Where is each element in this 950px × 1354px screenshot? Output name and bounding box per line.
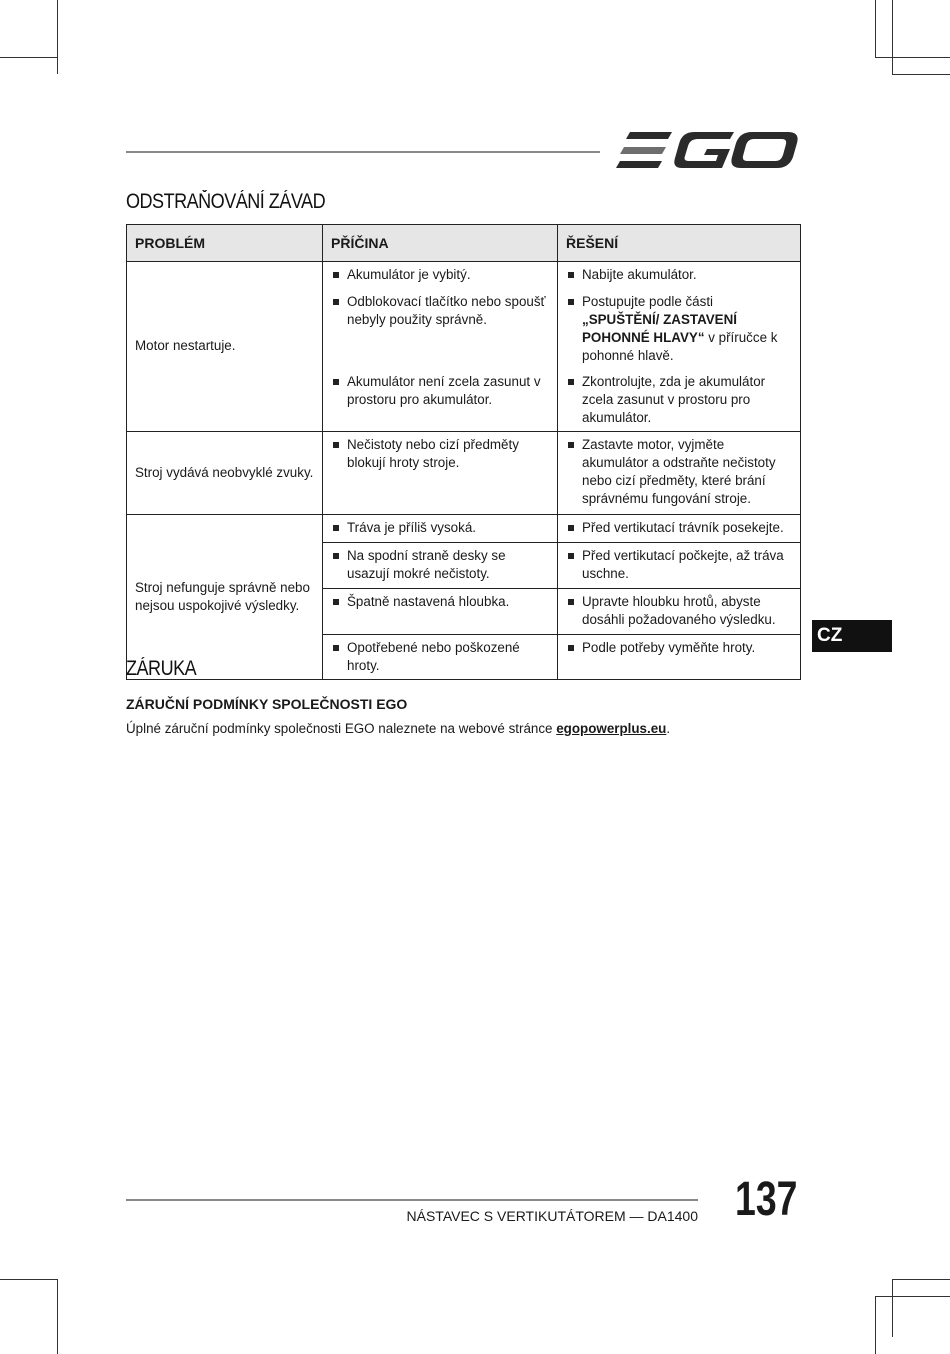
- language-tab: CZ: [812, 620, 892, 652]
- cause-text: Odblokovací tlačítko nebo spoušť nebyly použity správně.: [347, 293, 546, 327]
- crop-mark: [892, 1279, 893, 1337]
- solution-text: Nabijte akumulátor.: [582, 267, 697, 282]
- troubleshooting-table: [126, 224, 801, 680]
- solution-text: [582, 293, 792, 365]
- table-row: [127, 514, 801, 542]
- solution-text-part: v příručce k pohonné hlavě.: [582, 329, 778, 363]
- solution-text: Před vertikutací počkejte, až tráva uschne.: [582, 547, 784, 581]
- crop-mark: [57, 0, 58, 74]
- header-rule: [126, 151, 600, 153]
- solution-text: Před vertikutací trávník posekejte.: [582, 519, 784, 535]
- problem-cell: Motor nestartuje.: [127, 262, 323, 432]
- bullet-icon: [568, 553, 574, 559]
- solution-text: Podle potřeby vyměňte hroty.: [582, 639, 756, 655]
- bullet-icon: [333, 442, 339, 448]
- crop-mark: [875, 0, 876, 58]
- crop-mark: [892, 0, 893, 74]
- cause-text: Nečistoty nebo cizí předměty blokují hroty stroje.: [347, 436, 519, 470]
- cause-text: Špatně nastavená hloubka.: [347, 593, 510, 609]
- bullet-icon: [333, 525, 339, 531]
- bullet-icon: [568, 599, 574, 605]
- bullet-icon: [333, 299, 339, 305]
- header-cause: PŘÍČINA: [323, 225, 558, 262]
- bullet-icon: [568, 379, 574, 385]
- solution-text: Upravte hloubku hrotů, abyste dosáhli požadovaného výsledku.: [582, 593, 776, 627]
- bullet-icon: [333, 645, 339, 651]
- warranty-text: [126, 721, 670, 736]
- warranty-text-part: Úplné záruční podmínky společnosti EGO naleznete na webové stránce: [126, 721, 557, 736]
- crop-mark: [892, 74, 950, 75]
- crop-mark: [875, 57, 950, 58]
- solution-bold-reference: „SPUŠTĚNÍ/ ZASTAVENÍ POHONNÉ HLAVY“: [582, 311, 737, 345]
- solution-text: Zkontrolujte, zda je akumulátor zcela zasunut v prostoru pro akumulátor.: [582, 373, 766, 425]
- crop-mark: [0, 1279, 58, 1280]
- bullet-icon: [333, 379, 339, 385]
- header-problem: PROBLÉM: [127, 225, 323, 262]
- bullet-icon: [333, 553, 339, 559]
- bullet-icon: [568, 525, 574, 531]
- problem-cell: Stroj nefunguje správně nebo nejsou uspokojivé výsledky.: [127, 514, 323, 679]
- crop-mark: [0, 57, 58, 58]
- footer-title: NÁSTAVEC S VERTIKUTÁTOREM — DA1400: [406, 1208, 698, 1224]
- crop-mark: [875, 1296, 876, 1354]
- cause-text: Akumulátor je vybitý.: [347, 267, 471, 282]
- warranty-link[interactable]: egopowerplus.eu: [556, 721, 667, 736]
- bullet-icon: [568, 442, 574, 448]
- solution-text-part: Postupujte podle části: [582, 293, 714, 309]
- crop-mark: [57, 1279, 58, 1354]
- crop-mark: [875, 1296, 950, 1297]
- bullet-icon: [568, 299, 574, 305]
- cause-text: Opotřebené nebo poškozené hroty.: [347, 639, 520, 673]
- cause-text: Na spodní straně desky se usazují mokré nečistoty.: [347, 547, 506, 581]
- cause-text: Tráva je příliš vysoká.: [347, 519, 476, 535]
- crop-mark: [892, 1279, 950, 1280]
- troubleshooting-title: ODSTRAŇOVÁNÍ ZÁVAD: [126, 190, 326, 213]
- cause-text: Akumulátor není zcela zasunut v prostoru pro akumulátor.: [347, 373, 541, 407]
- footer-rule: [126, 1199, 698, 1201]
- bullet-icon: [333, 599, 339, 605]
- header-solution: ŘEŠENÍ: [558, 225, 801, 262]
- bullet-icon: [568, 272, 574, 278]
- warranty-title: ZÁRUKA: [126, 657, 197, 680]
- bullet-icon: [333, 272, 339, 278]
- table-row: [127, 262, 801, 289]
- problem-cell: Stroj vydává neobvyklé zvuky.: [127, 431, 323, 514]
- page-number: 137: [735, 1173, 798, 1226]
- bullet-icon: [568, 645, 574, 651]
- ego-logo: [616, 128, 800, 174]
- warranty-text-part: .: [666, 721, 671, 736]
- table-header-row: [127, 225, 801, 262]
- solution-text: Zastavte motor, vyjměte akumulátor a odstraňte nečistoty nebo cizí předměty, které brání správnému fungování stroje.: [582, 436, 776, 506]
- table-row: [127, 431, 801, 514]
- warranty-subtitle: ZÁRUČNÍ PODMÍNKY SPOLEČNOSTI EGO: [126, 696, 408, 712]
